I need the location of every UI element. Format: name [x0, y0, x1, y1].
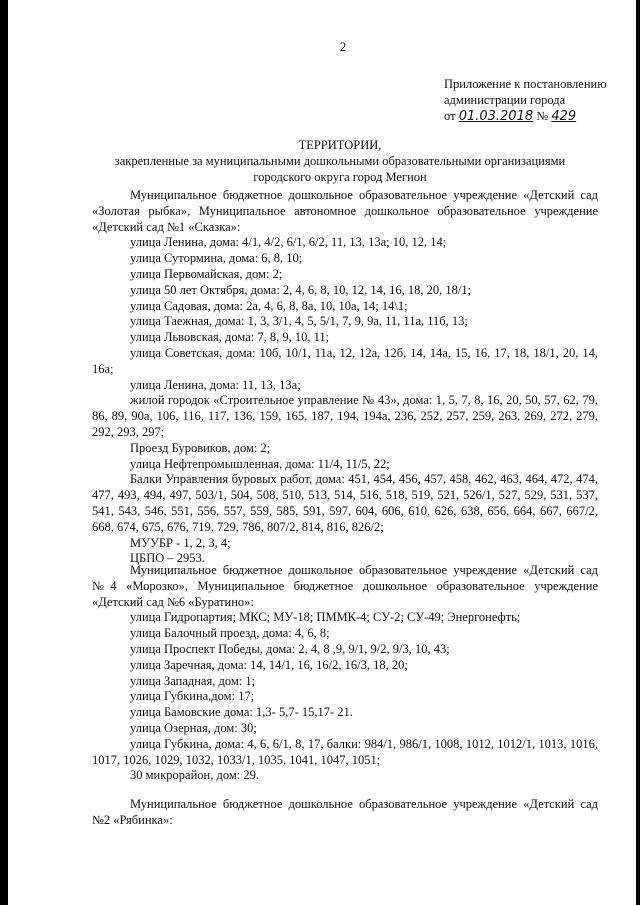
list-item: улица Садовая, дома: 2а, 4, 6, 8, 8а, 10, 10а, 14; 14\1;: [130, 298, 408, 313]
section-intro: Муниципальное бюджетное дошкольное образовательное учреждение «Детский сад «Золотая рыбка», Муниципальное автономное дошкольное образовательное учреждение «Детский сад №1 «Сказка»:: [92, 188, 598, 234]
number-prefix: №: [536, 109, 549, 123]
list-item: улица Губкина,дом: 17;: [130, 689, 255, 704]
scan-border-left: [0, 0, 8, 905]
list-item: 30 микрорайон, дом: 29.: [130, 768, 259, 783]
list-item: улица Советская, дома: 10б, 10/1, 11а, 12, 12а, 12б, 14, 14а, 15, 16, 17, 18, 18/1, 20, 14, 16а;: [92, 345, 598, 376]
list-item: улица Западная, дом: 1;: [130, 673, 256, 688]
scan-border-right: [636, 0, 640, 905]
list-item: МУУБР - 1, 2, 3, 4;: [130, 535, 231, 550]
section-intro: Муниципальное бюджетное дошкольное образовательное учреждение «Детский сад №2 «Рябинка»:: [92, 797, 598, 827]
list-item: Проезд Буровиков, дом: 2;: [130, 440, 271, 455]
list-item: Балки Управления буровых работ, дома: 451, 454, 456, 457, 458, 462, 463, 464, 472, 474, 477, 493, 494, 497, 503/1, 504, 508, 510, 513, 514, 516, 518, 519, 521, 526/1, 527, 529, 531, 537, 541, 543, 546, 551, 556, 557, 559, 585, 591, 597, 604, 606, 610, 626, 638, 656, 664, 667, 667/2, 668, 674, 675, 676, 719, 729, 786, 807/2, 814, 816, 826/2;: [92, 472, 598, 534]
list-item: улица Балочный проезд, дома: 4, 6, 8;: [130, 626, 330, 641]
appendix-line-2: администрации города: [444, 93, 566, 107]
list-item: жилой городок «Строительное управление № 43», дома: 1, 5, 7, 8, 16, 20, 50, 57, 62, 79, 86, 89, 90а, 106, 116, 117, 136, 159, 165, 187, 194, 194а, 236, 252, 257, 259, 263, 269, 272, 279, 292, 293, 297;: [92, 393, 598, 439]
list-item: улица Бамовские дома: 1,3- 5,7- 15,17- 21.: [130, 705, 353, 720]
list-item: улица Гидропартия; МКС; МУ-18; ПММК-4; СУ-2; СУ-49; Энергонефть;: [130, 610, 521, 625]
list-item: улица Таежная, дома: 1, 3, 3/1, 4, 5, 5/1, 7, 9, 9а, 11, 11а, 11б, 13;: [130, 314, 468, 329]
list-item: улица Ленина, дома: 4/1, 4/2, 6/1, 6/2, 11, 13, 13а; 10, 12, 14;: [130, 235, 447, 250]
appendix-date-line: [444, 108, 607, 125]
appendix-line-1: Приложение к постановлению: [444, 77, 607, 91]
list-item: улица 50 лет Октября, дома: 2, 4, 6, 8, 10, 12, 14, 16, 18, 20, 18/1;: [130, 282, 472, 297]
list-item: ЦБПО – 2953.: [130, 551, 205, 566]
list-item: улица Первомайская, дом: 2;: [130, 266, 283, 281]
document-subtitle: закрепленные за муниципальными дошкольными образовательными организациями городского округа город Мегион: [114, 154, 566, 184]
list-item: улица Ленина, дома: 11, 13, 13а;: [130, 377, 301, 392]
page-number: 2: [340, 40, 347, 54]
list-item: улица Заречная, дома: 14, 14/1, 16, 16/2, 16/3, 18, 20;: [130, 657, 408, 672]
document-title: ТЕРРИТОРИИ,: [298, 138, 382, 152]
list-item: улица Проспект Победы, дома: 2, 4, 8 ,9, 9/1, 9/2, 9/3, 10, 43;: [130, 641, 450, 656]
date-prefix: от: [444, 109, 456, 123]
appendix-block: [444, 76, 607, 125]
handwritten-number: 429: [551, 109, 577, 124]
list-item: улица Сутормина, дома: 6, 8, 10;: [130, 251, 303, 266]
list-item: улица Львовская, дома: 7, 8, 9, 10, 11;: [130, 330, 330, 345]
territory-section-2: [92, 563, 598, 784]
list-item: улица Нефтепромышленная, дома: 11/4, 11/5, 22;: [130, 456, 390, 471]
territory-section-1: [92, 188, 598, 567]
territory-section-3: [92, 797, 598, 829]
list-item: улица Озерная, дом: 30;: [130, 720, 257, 735]
section-intro: Муниципальное бюджетное дошкольное образовательное учреждение «Детский сад №4 «Морозко», Муниципальное бюджетное дошкольное образовательное учреждение «Детский сад №6 «Буратино»:: [92, 563, 598, 609]
handwritten-date: 01.03.2018: [458, 109, 534, 124]
list-item: улица Губкина, дома: 4, 6, 6/1, 8, 17, балки: 984/1, 986/1, 1008, 1012, 1012/1, 1013, 1016, 1017, 1026, 1029, 1032, 1033/1, 1035, 1041, 1047, 1051;: [92, 736, 598, 767]
